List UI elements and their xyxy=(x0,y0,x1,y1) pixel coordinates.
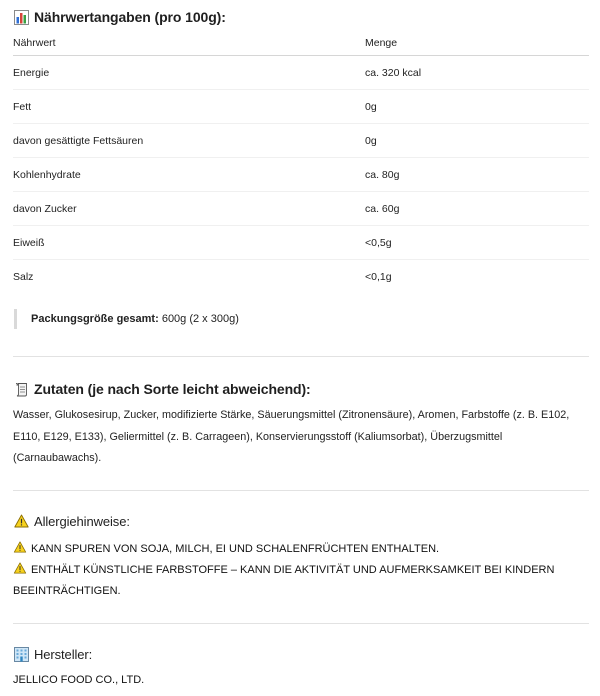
manufacturer-heading xyxy=(14,647,92,662)
nutrition-table xyxy=(13,30,589,293)
nutrient-value: <0,5g xyxy=(365,226,589,260)
warning-icon xyxy=(13,561,27,573)
allergen-text: KANN SPUREN VON SOJA, MILCH, EI UND SCHALENFRÜCHTEN ENTHALTEN. xyxy=(31,543,440,555)
nutrient-name: davon Zucker xyxy=(13,192,365,226)
building-icon xyxy=(14,647,29,662)
divider xyxy=(13,356,589,357)
table-row xyxy=(13,226,589,260)
divider xyxy=(13,490,589,491)
ingredients-heading xyxy=(14,381,311,397)
allergen-list xyxy=(13,539,593,602)
nutrient-value: ca. 80g xyxy=(365,158,589,192)
nutrient-value: 0g xyxy=(365,90,589,124)
nutrient-name: Kohlenhydrate xyxy=(13,158,365,192)
nutrient-name: Energie xyxy=(13,56,365,90)
nutrient-value: 0g xyxy=(365,124,589,158)
nutrient-value: <0,1g xyxy=(365,270,392,283)
nutrient-name: Eiweiß xyxy=(13,226,365,260)
nutrient-name: Fett xyxy=(13,90,365,124)
package-size-note xyxy=(14,309,239,329)
allergens-heading xyxy=(14,514,130,529)
nutrient-value: ca. 320 kcal xyxy=(365,56,589,90)
ingredients-title: Zutaten (je nach Sorte leicht abweichend): xyxy=(34,381,311,397)
allergen-item xyxy=(13,539,593,560)
package-size-label: Packungsgröße gesamt: xyxy=(31,313,159,325)
divider xyxy=(13,623,589,624)
package-size-value: 600g (2 x 300g) xyxy=(158,313,239,325)
nutrient-name: Salz xyxy=(13,270,34,283)
table-row xyxy=(13,158,589,192)
allergen-item xyxy=(13,560,593,602)
table-row xyxy=(13,192,589,226)
column-header-amount: Menge xyxy=(365,30,589,56)
bar-chart-icon xyxy=(14,10,29,25)
nutrient-value: ca. 60g xyxy=(365,192,589,226)
allergen-text: ENTHÄLT KÜNSTLICHE FARBSTOFFE – KANN DIE AKTIVITÄT UND AUFMERKSAMKEIT BEI KINDERN BEEINTRÄCHTIGEN. xyxy=(13,564,555,597)
table-header-row xyxy=(13,30,589,56)
table-row xyxy=(13,56,589,90)
table-row xyxy=(13,124,589,158)
scroll-icon xyxy=(14,382,29,397)
ingredients-text: Wasser, Glukosesirup, Zucker, modifizierte Stärke, Säuerungsmittel (Zitronensäure), Aromen, Farbstoffe (z. B. E102, E110, E129, E133), Geliermittel (z. B. Carrageen), Konservierungsstoff (Kaliumsorbat), Überzugsmittel (Carnaubawachs). xyxy=(13,409,570,464)
warning-icon xyxy=(13,540,27,552)
nutrition-title: Nährwertangaben (pro 100g): xyxy=(34,9,226,25)
table-row xyxy=(13,90,589,124)
warning-icon xyxy=(14,514,29,529)
allergens-title: Allergiehinweise: xyxy=(34,514,130,529)
column-header-nutrient: Nährwert xyxy=(13,30,365,56)
nutrient-name: davon gesättigte Fettsäuren xyxy=(13,124,365,158)
manufacturer-title: Hersteller: xyxy=(34,647,93,662)
table-row xyxy=(13,260,589,294)
manufacturer-name: JELLICO FOOD CO., LTD. xyxy=(13,674,145,686)
nutrition-heading xyxy=(14,9,226,25)
